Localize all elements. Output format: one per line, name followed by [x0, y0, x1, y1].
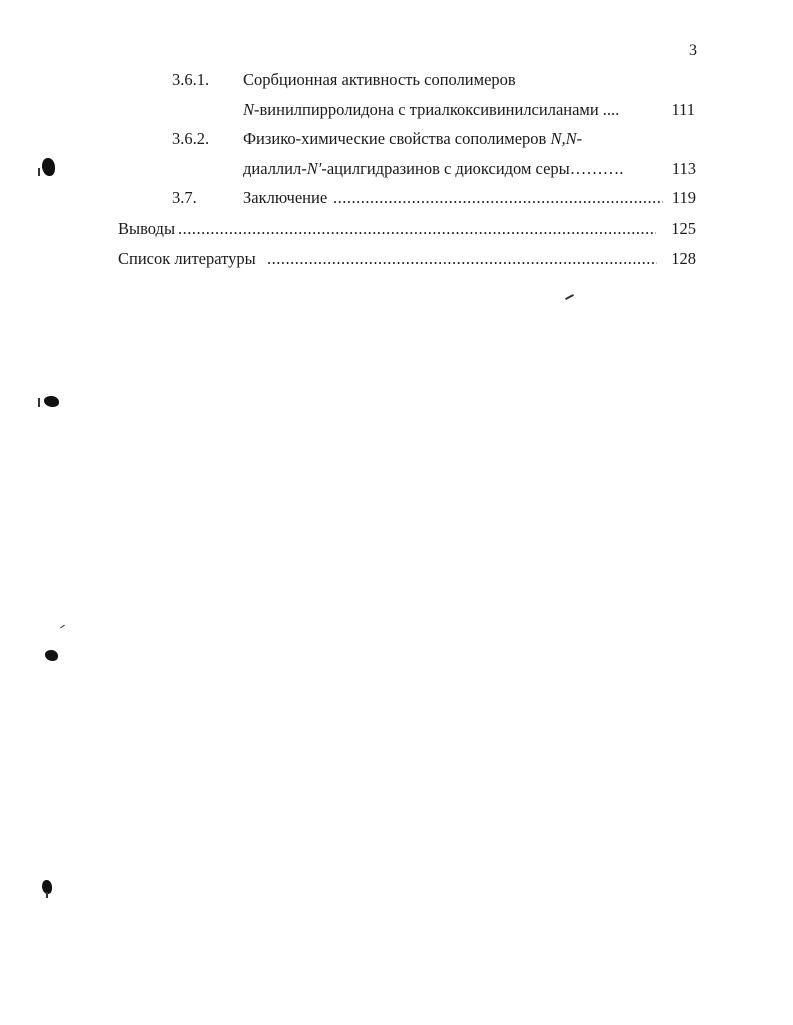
scan-artifact — [42, 158, 55, 176]
toc-item-number: 3.6.2. — [172, 129, 210, 148]
scan-artifact — [565, 294, 574, 300]
toc-item-title: Выводы — [118, 219, 176, 238]
toc-item-title-suffix: - — [576, 129, 583, 148]
toc-item-title: Сорбционная активность сополимеров — [243, 70, 516, 89]
toc-item-title-text: диаллил- — [243, 159, 307, 178]
toc-item-title-continuation — [243, 100, 619, 120]
toc-item-title-continuation — [243, 159, 623, 179]
italic-symbol: N — [243, 100, 255, 119]
toc-leader-dots — [267, 249, 657, 269]
scan-artifact — [38, 168, 40, 176]
toc-item-title: Список литературы — [118, 249, 256, 268]
toc-item-title-text: Физико-химические свойства сополимеров — [243, 129, 551, 148]
toc-item-title — [243, 129, 582, 149]
toc-item-title-rest: -винилпирролидона с триалкоксивинилсиланами .... — [254, 100, 620, 119]
toc-item-title-rest: -ацилгидразинов с диоксидом серы………. — [321, 159, 624, 178]
toc-item-page: 128 — [671, 249, 696, 268]
toc-item-title: Заключение — [243, 188, 328, 207]
scan-artifact — [45, 650, 58, 661]
scan-artifact — [60, 625, 65, 629]
toc-item-page: 113 — [671, 159, 696, 178]
toc-item-page: 119 — [671, 188, 696, 207]
toc-item-number: 3.6.1. — [172, 70, 210, 89]
scan-artifact — [44, 396, 59, 407]
page-number: 3 — [689, 42, 697, 59]
toc-item-number: 3.7. — [172, 188, 197, 207]
toc-leader-dots — [333, 188, 663, 208]
italic-symbol: N,N — [550, 129, 577, 148]
scan-artifact — [46, 892, 48, 898]
toc-item-page: 111 — [671, 100, 695, 119]
scan-artifact — [38, 398, 40, 407]
toc-item-page: 125 — [671, 219, 696, 238]
italic-symbol: N′ — [306, 159, 322, 178]
toc-leader-dots — [178, 219, 656, 239]
